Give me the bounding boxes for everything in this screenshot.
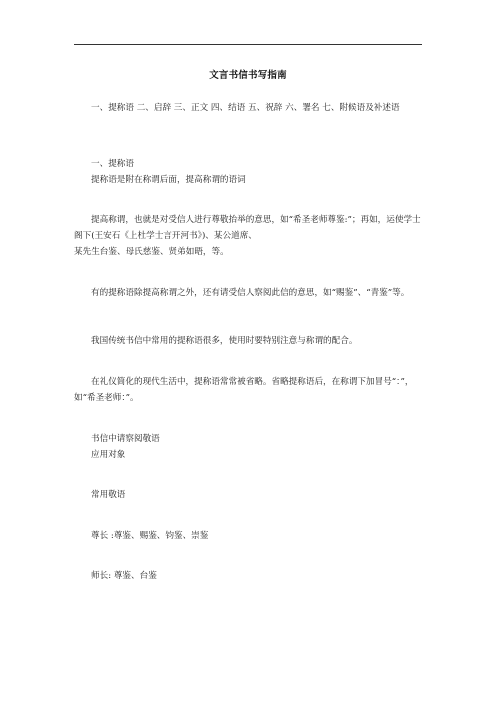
paragraph-tradition: 我国传统书信中常用的提称语很多，使用时要特别注意与称谓的配合。 [91, 336, 358, 346]
section-heading-tichengyu: 一、提称语 [91, 159, 134, 169]
table-row-elders: 尊长 :尊鉴、赐鉴、钧鉴、崇鉴 [91, 531, 209, 541]
table-row-teachers: 师长: 尊鉴、台鉴 [91, 571, 157, 581]
paragraph-meaning-continued: 某先生台鉴、母氏慈鉴、贤弟如晤，等。 [74, 247, 229, 257]
table-of-contents: 一、提称语 二、启辞 三、正文 四、结语 五、祝辞 六、署名 七、附候语及补述语 [91, 103, 400, 113]
section-definition: 提称语是附在称谓后面，提高称谓的语词 [91, 175, 246, 185]
table-title: 书信中请察阅敬语 [91, 434, 160, 444]
header-rule [74, 44, 422, 45]
column-header-phrases: 常用敬语 [91, 490, 126, 500]
document-title: 文言书信书写指南 [209, 70, 287, 81]
paragraph-modern: 在礼仪简化的现代生活中，提称语常常被省略。省略提称语后，在称谓下加冒号“：”，如“希圣老师：”。 [74, 377, 414, 403]
paragraph-meaning: 提高称谓，也就是对受信人进行尊敬抬举的意思，如“希圣老师尊鉴:”；再如，运使学士阁下(王安石《上杜学士言开河书》)、某公道席、 [74, 215, 421, 241]
column-header-target: 应用对象 [91, 450, 126, 460]
paragraph-request: 有的提称语除提高称谓之外，还有请受信人察阅此信的意思，如“赐鉴”、“青鉴”等。 [91, 288, 410, 298]
